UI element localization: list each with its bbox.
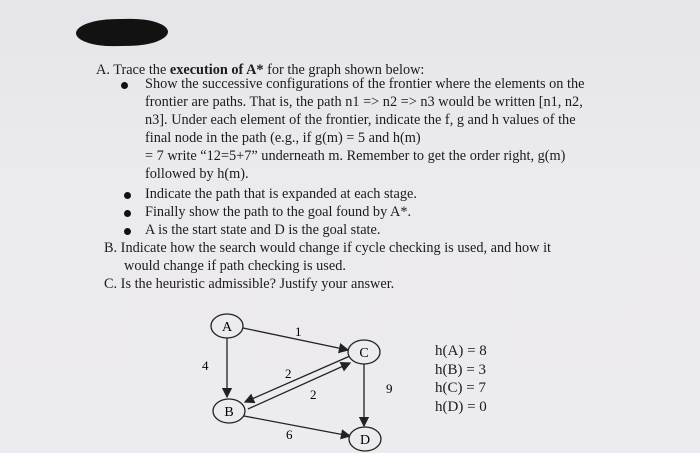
node-b [213,399,245,423]
bullet1-line: final node in the path (e.g., if g(m) = 5 and h(m) [145,130,421,146]
heuristic-a: h(A) = 8 [435,343,487,359]
bullet1-line: = 7 write “12=5+7” underneath m. Remember to get the order right, g(m) [145,148,566,164]
heuristic-list [435,342,487,416]
edge-b-d [244,416,350,436]
bullet1-line: n3]. Under each element of the frontier, indicate the f, g and h values of the [145,112,576,128]
edge-cost-c-d: 9 [386,381,393,396]
part-b-line: B. Indicate how the search would change if cycle checking is used, and how it [104,240,552,256]
bullet-dot [124,192,131,199]
bullet-dot [121,82,128,89]
node-a-label: A [221,320,233,335]
part-a-prefix: A. Trace the [96,62,170,78]
part-a-bold: execution of A* [169,62,264,78]
node-c [348,340,380,364]
bullet-dot [124,210,131,217]
bullet-dot [124,228,131,235]
bullet1-line: followed by h(m). [145,166,249,182]
edge-cost-a-c: 1 [295,324,302,339]
edge-b-c [248,363,350,409]
node-d-label: D [359,433,371,448]
part-a-suffix: for the graph shown below: [263,62,425,78]
node-a [211,314,243,338]
bullet3-text: Finally show the path to the goal found by A*. [145,204,412,220]
edge-cost-b-c: 2 [310,387,317,402]
node-c-label: C [359,346,369,361]
bullet4-text: A is the start state and D is the goal state. [145,222,381,238]
node-d [349,427,381,451]
part-b-line: would change if path checking is used. [124,258,346,274]
heuristic-c: h(C) = 7 [435,380,486,396]
heuristic-d: h(D) = 0 [435,398,487,415]
search-graph [190,306,420,453]
redacted-mark [76,18,168,47]
bullet2-text: Indicate the path that is expanded at each stage. [145,186,417,202]
edge-c-b [245,356,350,402]
edge-cost-c-b: 2 [285,366,292,381]
heuristic-b: h(B) = 3 [435,361,486,378]
part-c-line: C. Is the heuristic admissible? Justify your answer. [104,276,395,292]
node-b-label: B [224,405,234,420]
bullet1-line: Show the successive configurations of the frontier where the elements on the [145,76,585,92]
bullet1-line: frontier are paths. That is, the path n1 => n2 => n3 would be written [n1, n2, [145,94,583,110]
edge-cost-b-d: 6 [286,427,293,442]
edge-cost-a-b: 4 [202,358,209,373]
